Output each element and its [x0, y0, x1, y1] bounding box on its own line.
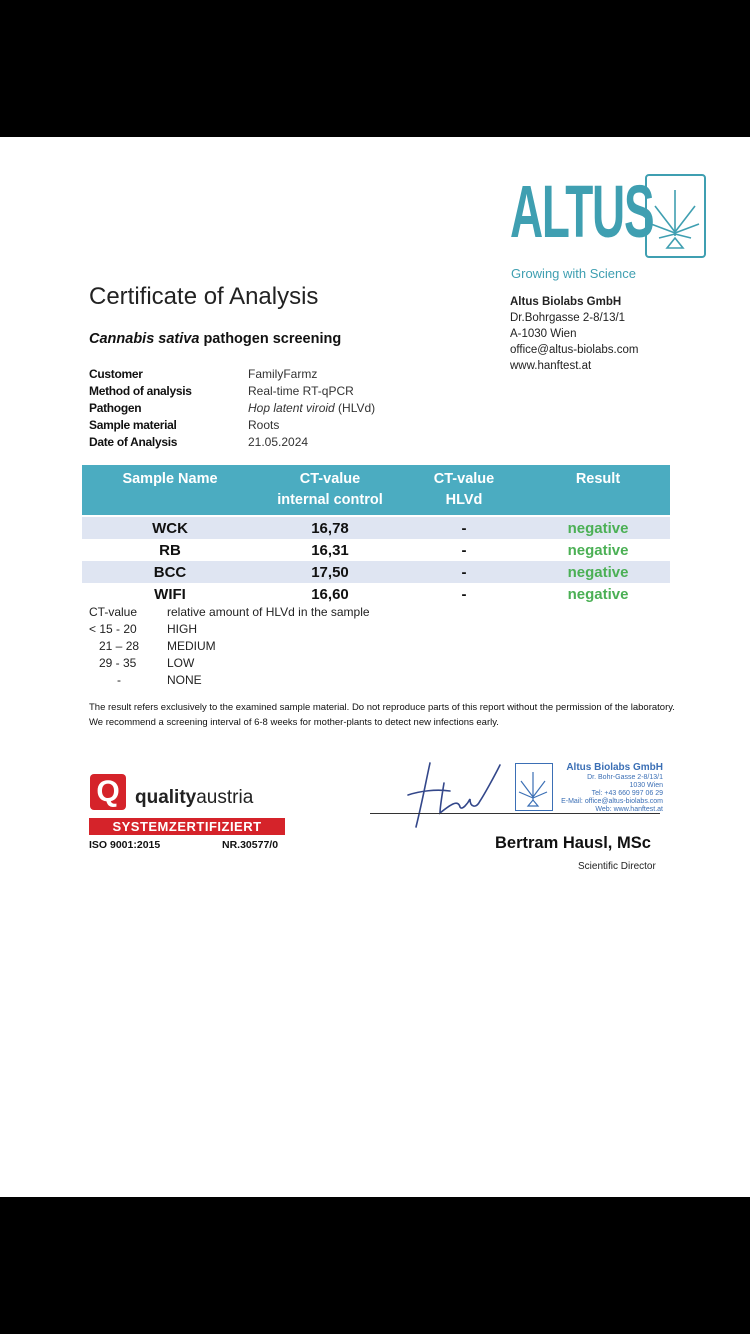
legend-range: - — [117, 673, 121, 687]
legend-row — [89, 655, 370, 672]
header-line: CT-value — [433, 471, 495, 487]
disclaimer-note: The result refers exclusively to the examined sample material. Do not reproduce parts of this report without the permission of the laboratory. We recommend a screening interval of 6-8 weeks for mother-plants to detect new infections early. — [89, 702, 675, 728]
legend-row — [89, 604, 370, 621]
company-stamp — [558, 762, 663, 814]
qa-certified-bar: SYSTEMZERTIFIZIERT — [89, 818, 285, 835]
company-web: www.hanftest.at — [510, 360, 592, 372]
cell-ct-internal: 16,60 — [311, 585, 349, 603]
legend-row — [89, 638, 370, 655]
qa-word-rest: austria — [196, 787, 254, 808]
legend-row — [89, 672, 370, 689]
table-row — [82, 583, 670, 605]
stamp-email: E-Mail: office@altus-biolabs.com — [561, 798, 663, 805]
legend-range: 21 – 28 — [99, 639, 140, 653]
legend-level: MEDIUM — [167, 639, 216, 653]
info-row — [89, 366, 375, 383]
company-email: office@altus-biolabs.com — [510, 344, 639, 356]
info-row — [89, 417, 375, 434]
cell-ct-internal: 17,50 — [311, 563, 349, 581]
qa-word-bold: quality — [135, 787, 197, 808]
altus-logo-wordmark: ALTUS — [510, 170, 654, 253]
info-key: Date of Analysis — [89, 435, 178, 449]
info-row — [89, 400, 375, 417]
stamp-leaf-icon — [515, 763, 553, 811]
table-header — [82, 465, 670, 515]
info-key: Method of analysis — [89, 384, 192, 398]
header-line: HLVd — [445, 492, 483, 508]
cell-sample-name: WCK — [152, 519, 188, 537]
cell-result: negative — [567, 519, 629, 537]
ct-legend — [89, 604, 370, 689]
table-row — [82, 539, 670, 561]
cell-sample-name: RB — [159, 541, 181, 559]
sample-info — [89, 366, 375, 451]
info-key: Customer — [89, 367, 143, 381]
stamp-city: 1030 Wien — [629, 782, 663, 789]
qa-cert-number: NR.30577/0 — [222, 839, 279, 851]
page-subtitle — [89, 331, 341, 347]
legend-level: relative amount of HLVd in the sample — [167, 605, 370, 619]
subtitle-rest: pathogen screening — [199, 331, 342, 347]
header-ct-hlvd — [402, 465, 526, 515]
cell-ct-hlvd: - — [461, 563, 467, 581]
legend-row — [89, 621, 370, 638]
cell-ct-hlvd: - — [461, 519, 467, 537]
header-line: Sample Name — [122, 471, 218, 487]
cannabis-leaf-logo-icon — [645, 174, 706, 258]
info-row — [89, 434, 375, 451]
qa-iso-number: ISO 9001:2015 — [89, 839, 161, 851]
legend-level: HIGH — [167, 622, 197, 636]
certificate-page — [0, 137, 750, 1197]
quality-austria-wordmark — [135, 787, 253, 809]
cell-ct-hlvd: - — [461, 585, 467, 603]
company-street: Dr.Bohrgasse 2-8/13/1 — [510, 312, 626, 324]
header-line: internal control — [277, 492, 383, 508]
table-row — [82, 517, 670, 539]
handwritten-signature — [400, 755, 520, 833]
cell-sample-name: WIFI — [154, 585, 186, 603]
company-address — [510, 294, 638, 374]
signer-role: Scientific Director — [578, 861, 656, 872]
page-title: Certificate of Analysis — [89, 283, 319, 310]
stamp-name: Altus Biolabs GmbH — [566, 762, 663, 773]
cell-ct-internal: 16,78 — [311, 519, 349, 537]
header-result — [526, 465, 670, 515]
legend-range: < 15 - 20 — [89, 622, 137, 636]
info-value: 21.05.2024 — [248, 435, 309, 449]
header-line: Result — [575, 471, 621, 487]
stamp-street: Dr. Bohr-Gasse 2-8/13/1 — [587, 774, 663, 781]
cell-ct-hlvd: - — [461, 541, 467, 559]
quality-austria-logo-icon: Q — [90, 774, 126, 810]
info-key: Sample material — [89, 418, 177, 432]
header-line: CT-value — [299, 471, 361, 487]
header-sample-name — [82, 465, 258, 515]
info-row — [89, 383, 375, 400]
results-table — [82, 465, 670, 605]
stamp-tel: Tel: +43 660 997 06 29 — [591, 790, 663, 797]
company-city: A-1030 Wien — [510, 328, 577, 340]
cell-ct-internal: 16,31 — [311, 541, 349, 559]
signer-name: Bertram Hausl, MSc — [495, 834, 651, 852]
info-value: Roots — [248, 418, 280, 432]
cell-result: negative — [567, 563, 629, 581]
table-row — [82, 561, 670, 583]
legend-range: CT-value — [89, 605, 138, 619]
cell-sample-name: BCC — [153, 563, 187, 581]
legend-level: NONE — [167, 673, 202, 687]
pathogen-italic: Hop latent viroid — [248, 401, 335, 415]
cell-result: negative — [567, 585, 629, 603]
logo-tagline: Growing with Science — [511, 266, 636, 281]
info-value: FamilyFarmz — [248, 367, 318, 381]
info-value: Real-time RT-qPCR — [248, 384, 354, 398]
cell-result: negative — [567, 541, 629, 559]
species-name: Cannabis sativa — [89, 331, 200, 347]
legend-level: LOW — [167, 656, 195, 670]
pathogen-abbrev: (HLVd) — [334, 401, 376, 415]
stamp-web: Web: www.hanftest.at — [595, 806, 663, 813]
info-value — [248, 400, 375, 417]
info-key: Pathogen — [89, 401, 142, 415]
legend-range: 29 - 35 — [99, 656, 137, 670]
company-name: Altus Biolabs GmbH — [510, 296, 622, 308]
header-ct-internal — [258, 465, 402, 515]
